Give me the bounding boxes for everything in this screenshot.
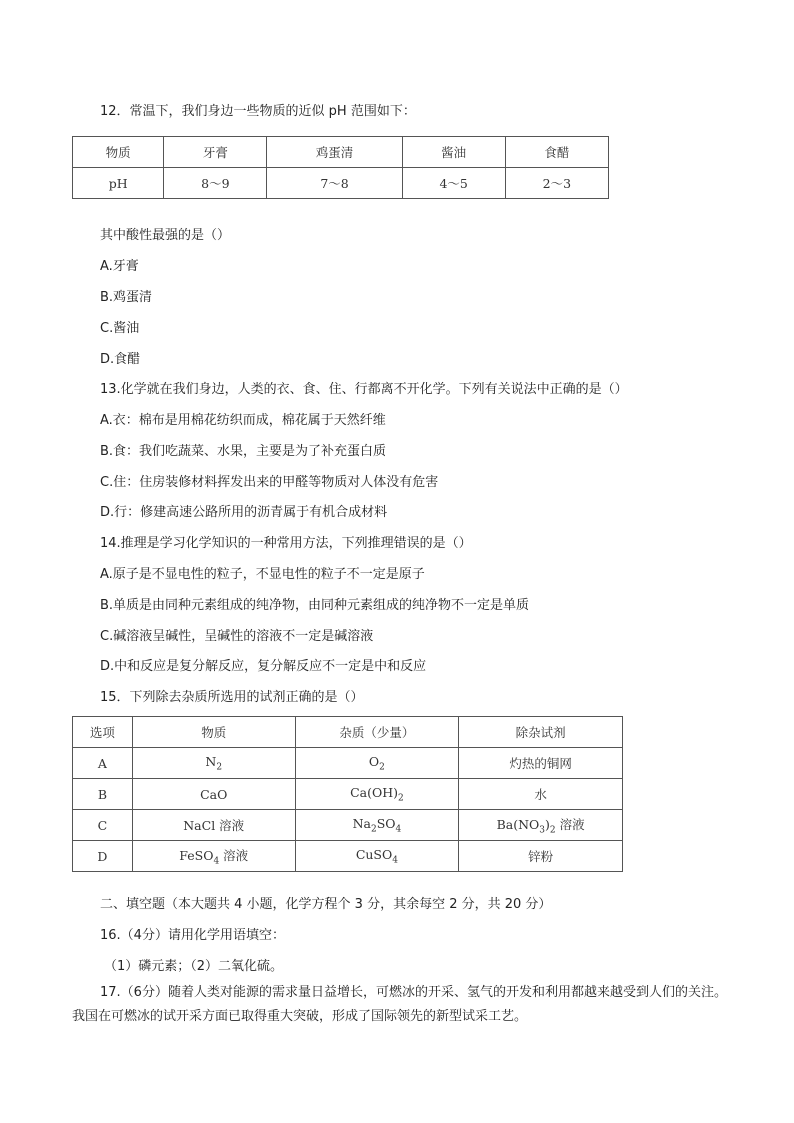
formula-subscript: 2	[379, 762, 385, 773]
q14-option-b: B.单质是由同种元素组成的纯净物，由同种元素组成的纯净物不一定是单质	[100, 598, 530, 613]
table-row	[73, 779, 623, 810]
q12-option-c: C.酱油	[100, 321, 140, 336]
table-cell: A	[73, 748, 133, 779]
table-cell: 杂质（少量）	[295, 717, 459, 748]
q13-option-d: D.行：修建高速公路所用的沥青属于有机合成材料	[100, 505, 388, 520]
table-row	[73, 841, 623, 872]
q15-stem: 15．下列除去杂质所选用的试剂正确的是（）	[100, 690, 364, 705]
ph-table	[72, 136, 609, 199]
table-cell: 酱油	[402, 137, 505, 168]
formula-text: FeSO	[179, 847, 214, 863]
q13-option-a: A.衣：棉布是用棉花纺织而成，棉花属于天然纤维	[100, 413, 386, 428]
table-cell: 灼热的铜网	[459, 748, 623, 779]
q12-stem: 12．常温下，我们身边一些物质的近似 pH 范围如下：	[100, 104, 416, 119]
table-cell: 2～3	[505, 168, 608, 199]
formula-subscript: 2	[397, 793, 404, 804]
table-cell	[295, 841, 459, 872]
q13-option-b: B.食：我们吃蔬菜、水果，主要是为了补充蛋白质	[100, 444, 387, 459]
formula-text: Ba(NO	[496, 816, 540, 832]
table-row	[73, 810, 623, 841]
formula-text: Na	[352, 815, 371, 831]
formula-text: N	[205, 753, 217, 769]
formula-text: O	[368, 753, 380, 769]
formula-text: SO	[376, 815, 396, 831]
formula-text: CuSO	[355, 846, 393, 862]
table-cell: NaCl 溶液	[132, 810, 295, 841]
q16-stem: 16.（4分）请用化学用语填空：	[100, 928, 285, 943]
q17-paragraph: 17.（6分）随着人类对能源的需求量日益增长，可燃冰的开采、氢气的开发和利用都越来越受到人们的关注。我国在可燃冰的试开采方面已取得重大突破，形成了国际领先的新型试采工艺。	[72, 985, 727, 1024]
table-cell	[132, 748, 295, 779]
formula-text: )	[545, 816, 550, 832]
table-cell: 物质	[132, 717, 295, 748]
table-cell: D	[73, 841, 133, 872]
table-cell: 8～9	[164, 168, 267, 199]
table-cell: pH	[73, 168, 164, 199]
q13-stem: 13.化学就在我们身边，人类的衣、食、住、行都离不开化学。下列有关说法中正确的是（）	[100, 382, 628, 397]
table-row	[73, 748, 623, 779]
table-cell: 鸡蛋清	[267, 137, 402, 168]
q14-stem: 14.推理是学习化学知识的一种常用方法，下列推理错误的是（）	[100, 536, 472, 551]
table-row	[73, 137, 609, 168]
q14-option-d: D.中和反应是复分解反应，复分解反应不一定是中和反应	[100, 659, 427, 674]
formula-subscript: 2	[216, 762, 223, 773]
formula-subscript: 2	[549, 825, 556, 836]
table-cell: 除杂试剂	[459, 717, 623, 748]
q14-option-c: C.碱溶液呈碱性，呈碱性的溶液不一定是碱溶液	[100, 629, 374, 644]
table-cell	[459, 810, 623, 841]
table-cell: 牙膏	[164, 137, 267, 168]
table-cell: 锌粉	[459, 841, 623, 872]
table-cell: C	[73, 810, 133, 841]
section-heading: 二、填空题（本大题共 4 小题，化学方程个 3 分，其余每空 2 分，共 20 分）	[100, 897, 552, 912]
q12-option-d: D.食醋	[100, 352, 141, 367]
formula-text: 溶液	[555, 816, 585, 832]
formula-subscript: 4	[395, 824, 402, 835]
formula-subscript: 3	[539, 825, 546, 836]
table-row	[73, 168, 609, 199]
q16-blanks: （1）磷元素；（2）二氧化硫。	[104, 959, 284, 974]
q12-option-b: B.鸡蛋清	[100, 290, 153, 305]
table-cell: 选项	[73, 717, 133, 748]
q13-option-c: C.住：住房装修材料挥发出来的甲醛等物质对人体没有危害	[100, 475, 439, 490]
table-cell	[132, 841, 295, 872]
table-row	[73, 717, 623, 748]
table-cell: 物质	[73, 137, 164, 168]
formula-subscript: 2	[370, 824, 377, 835]
table-cell: B	[73, 779, 133, 810]
table-cell	[295, 779, 459, 810]
formula-subscript: 4	[392, 855, 398, 866]
table-cell: 7～8	[267, 168, 402, 199]
table-cell	[295, 810, 459, 841]
impurity-table	[72, 716, 623, 872]
q12-option-a: A.牙膏	[100, 259, 139, 274]
table-cell: 4～5	[402, 168, 505, 199]
q14-option-a: A.原子是不显电性的粒子，不显电性的粒子不一定是原子	[100, 567, 425, 582]
table-cell: 食醋	[505, 137, 608, 168]
formula-text: 溶液	[219, 847, 249, 863]
q12-question: 其中酸性最强的是（）	[100, 228, 231, 243]
table-cell: 水	[459, 779, 623, 810]
table-cell	[295, 748, 459, 779]
formula-text: Ca(OH)	[350, 784, 398, 800]
formula-subscript: 4	[213, 856, 220, 867]
table-cell: CaO	[132, 779, 295, 810]
